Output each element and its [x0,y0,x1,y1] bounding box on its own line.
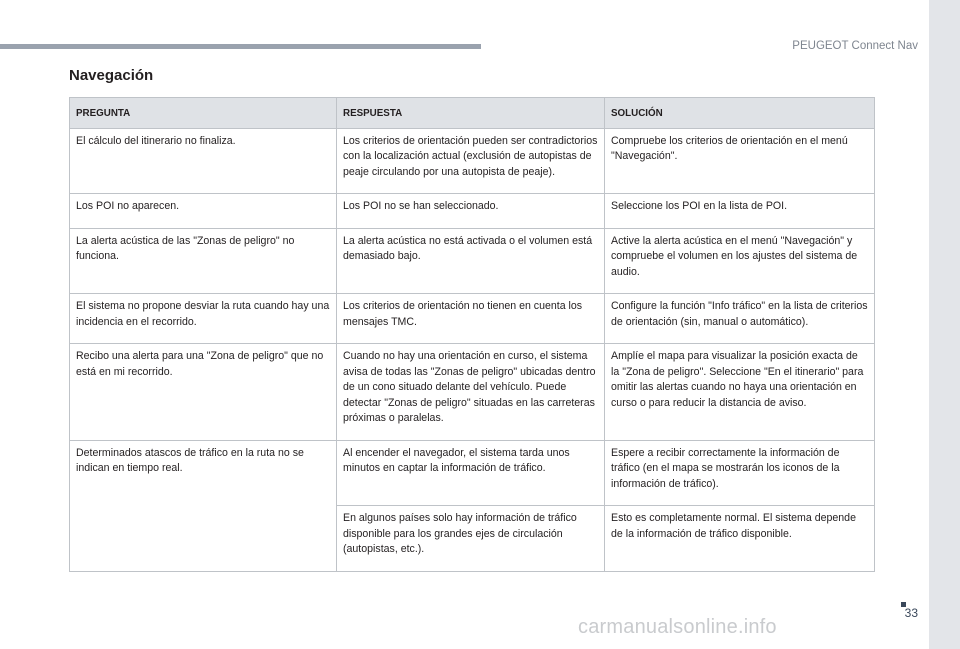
question-cell: Recibo una alerta para una "Zona de peligro" que no está en mi recorrido. [70,344,337,441]
brand-header: PEUGEOT Connect Nav [792,40,918,52]
solution-cell: Amplíe el mapa para visualizar la posición exacta de la "Zona de peligro". Seleccione "En el itinerario" para omitir las alertas cuando no haya una orientación en curso o para reducir la distancia de aviso. [605,344,875,441]
solution-cell: Configure la función "Info tráfico" en la lista de criterios de orientación (sin, manual o automático). [605,294,875,344]
solution-cell: Compruebe los criterios de orientación en el menú "Navegación". [605,128,875,194]
question-cell: Los POI no aparecen. [70,194,337,229]
solution-cell: Seleccione los POI en la lista de POI. [605,194,875,229]
answer-cell: Cuando no hay una orientación en curso, el sistema avisa de todas las "Zonas de peligro" ubicadas dentro de un cono situado delante del vehículo. Puede detectar "Zonas de peligro" situadas en las carreteras próximas o paralelas. [337,344,605,441]
column-header-answer: RESPUESTA [337,98,605,129]
table-row [70,294,875,344]
column-header-solution: SOLUCIÓN [605,98,875,129]
answer-cell: La alerta acústica no está activada o el volumen está demasiado bajo. [337,228,605,294]
page-number: 33 [904,606,918,620]
table-row [70,128,875,194]
question-cell: La alerta acústica de las "Zonas de peligro" no funciona. [70,228,337,294]
answer-cell: En algunos países solo hay información de tráfico disponible para los grandes ejes de circulación (autopistas, etc.). [337,506,605,572]
answer-cell: Al encender el navegador, el sistema tarda unos minutos en captar la información de tráfico. [337,440,605,506]
page-edge-sidebar [929,0,960,649]
header-accent-bar [0,44,481,49]
table-row [70,344,875,441]
table-row [70,440,875,506]
column-header-question: PREGUNTA [70,98,337,129]
watermark: carmanualsonline.info [578,616,777,638]
question-cell: El sistema no propone desviar la ruta cuando hay una incidencia en el recorrido. [70,294,337,344]
table-header-row [70,98,875,129]
faq-table [69,97,875,572]
question-cell: Determinados atascos de tráfico en la ruta no se indican en tiempo real. [70,440,337,571]
table-row [70,194,875,229]
page-title: Navegación [69,67,154,84]
solution-cell: Active la alerta acústica en el menú "Navegación" y compruebe el volumen en los ajustes del sistema de audio. [605,228,875,294]
solution-cell: Esto es completamente normal. El sistema depende de la información de tráfico disponible. [605,506,875,572]
solution-cell: Espere a recibir correctamente la información de tráfico (en el mapa se mostrarán los iconos de la información de tráfico). [605,440,875,506]
answer-cell: Los POI no se han seleccionado. [337,194,605,229]
answer-cell: Los criterios de orientación pueden ser contradictorios con la localización actual (exclusión de autopistas de peaje circulando por una autopista de peaje). [337,128,605,194]
question-cell: El cálculo del itinerario no finaliza. [70,128,337,194]
answer-cell: Los criterios de orientación no tienen en cuenta los mensajes TMC. [337,294,605,344]
table-row [70,228,875,294]
